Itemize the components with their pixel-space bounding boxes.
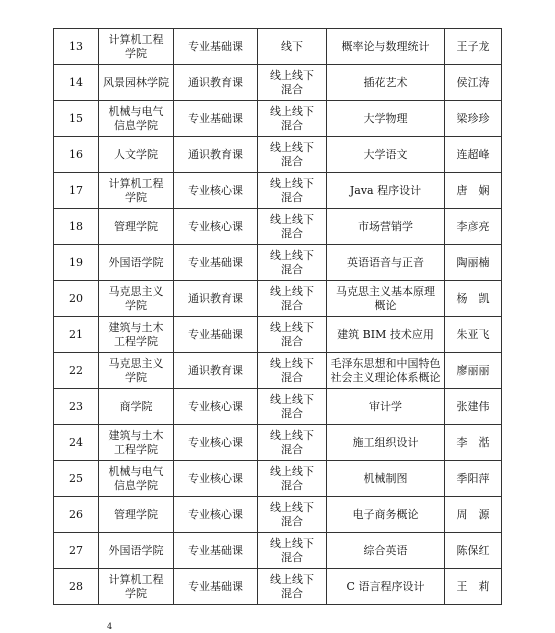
row-number: 24	[54, 425, 99, 461]
course-name-cell: 综合英语	[327, 533, 445, 569]
table-row	[54, 173, 502, 209]
table-row	[54, 281, 502, 317]
table-row	[54, 353, 502, 389]
table-row	[54, 137, 502, 173]
table-row	[54, 461, 502, 497]
course-type-cell: 专业基础课	[174, 101, 258, 137]
course-name-cell: 市场营销学	[327, 209, 445, 245]
teacher-cell: 梁珍珍	[445, 101, 502, 137]
teacher-cell: 王子龙	[445, 29, 502, 65]
college-cell: 建筑与土木 工程学院	[99, 425, 174, 461]
row-number: 14	[54, 65, 99, 101]
course-type-cell: 专业核心课	[174, 173, 258, 209]
college-cell: 马克思主义 学院	[99, 281, 174, 317]
course-name-cell: 马克思主义基本原理 概论	[327, 281, 445, 317]
teacher-cell: 王 莉	[445, 569, 502, 605]
row-number: 22	[54, 353, 99, 389]
row-number: 26	[54, 497, 99, 533]
teacher-cell: 陈保红	[445, 533, 502, 569]
table-row	[54, 533, 502, 569]
college-cell: 马克思主义 学院	[99, 353, 174, 389]
course-type-cell: 专业基础课	[174, 245, 258, 281]
course-type-cell: 通识教育课	[174, 137, 258, 173]
teaching-mode-cell: 线上线下 混合	[258, 389, 327, 425]
teacher-cell: 唐 娴	[445, 173, 502, 209]
teacher-cell: 季阳萍	[445, 461, 502, 497]
table-row	[54, 317, 502, 353]
table-row	[54, 209, 502, 245]
course-name-cell: 概率论与数理统计	[327, 29, 445, 65]
course-name-cell: 电子商务概论	[327, 497, 445, 533]
teaching-mode-cell: 线上线下 混合	[258, 137, 327, 173]
row-number: 18	[54, 209, 99, 245]
course-name-cell: 大学语文	[327, 137, 445, 173]
course-name-cell: 审计学	[327, 389, 445, 425]
course-name-cell: Java 程序设计	[327, 173, 445, 209]
row-number: 27	[54, 533, 99, 569]
college-cell: 外国语学院	[99, 245, 174, 281]
teaching-mode-cell: 线上线下 混合	[258, 497, 327, 533]
teaching-mode-cell: 线上线下 混合	[258, 173, 327, 209]
teacher-cell: 李彦亮	[445, 209, 502, 245]
college-cell: 人文学院	[99, 137, 174, 173]
course-type-cell: 专业核心课	[174, 209, 258, 245]
college-cell: 外国语学院	[99, 533, 174, 569]
course-type-cell: 专业基础课	[174, 533, 258, 569]
teaching-mode-cell: 线上线下 混合	[258, 65, 327, 101]
course-type-cell: 专业基础课	[174, 569, 258, 605]
teaching-mode-cell: 线上线下 混合	[258, 317, 327, 353]
teacher-cell: 侯江涛	[445, 65, 502, 101]
table-row	[54, 101, 502, 137]
teaching-mode-cell: 线上线下 混合	[258, 353, 327, 389]
row-number: 20	[54, 281, 99, 317]
course-type-cell: 专业核心课	[174, 389, 258, 425]
course-type-cell: 通识教育课	[174, 353, 258, 389]
teaching-mode-cell: 线上线下 混合	[258, 245, 327, 281]
college-cell: 风景园林学院	[99, 65, 174, 101]
teacher-cell: 杨 凯	[445, 281, 502, 317]
table-row	[54, 65, 502, 101]
teaching-mode-cell: 线上线下 混合	[258, 209, 327, 245]
course-type-cell: 专业基础课	[174, 317, 258, 353]
course-type-cell: 专业核心课	[174, 497, 258, 533]
course-type-cell: 专业核心课	[174, 425, 258, 461]
course-name-cell: 毛泽东思想和中国特色 社会主义理论体系概论	[327, 353, 445, 389]
teacher-cell: 朱亚飞	[445, 317, 502, 353]
table-row	[54, 425, 502, 461]
teaching-mode-cell: 线上线下 混合	[258, 461, 327, 497]
row-number: 17	[54, 173, 99, 209]
college-cell: 建筑与土木 工程学院	[99, 317, 174, 353]
teaching-mode-cell: 线上线下 混合	[258, 425, 327, 461]
course-table	[53, 28, 502, 605]
college-cell: 机械与电气 信息学院	[99, 461, 174, 497]
course-name-cell: 插花艺术	[327, 65, 445, 101]
teacher-cell: 陶丽楠	[445, 245, 502, 281]
college-cell: 商学院	[99, 389, 174, 425]
course-table-body	[54, 29, 502, 605]
course-name-cell: 大学物理	[327, 101, 445, 137]
course-name-cell: 施工组织设计	[327, 425, 445, 461]
course-type-cell: 通识教育课	[174, 281, 258, 317]
table-row	[54, 569, 502, 605]
college-cell: 管理学院	[99, 209, 174, 245]
row-number: 21	[54, 317, 99, 353]
college-cell: 计算机工程 学院	[99, 173, 174, 209]
row-number: 19	[54, 245, 99, 281]
row-number: 16	[54, 137, 99, 173]
course-name-cell: 英语语音与正音	[327, 245, 445, 281]
college-cell: 管理学院	[99, 497, 174, 533]
table-row	[54, 29, 502, 65]
course-name-cell: 建筑 BIM 技术应用	[327, 317, 445, 353]
teacher-cell: 连超峰	[445, 137, 502, 173]
row-number: 23	[54, 389, 99, 425]
course-name-cell: 机械制图	[327, 461, 445, 497]
teaching-mode-cell: 线上线下 混合	[258, 101, 327, 137]
college-cell: 计算机工程 学院	[99, 569, 174, 605]
row-number: 28	[54, 569, 99, 605]
teacher-cell: 张建伟	[445, 389, 502, 425]
course-name-cell: C 语言程序设计	[327, 569, 445, 605]
row-number: 13	[54, 29, 99, 65]
teaching-mode-cell: 线上线下 混合	[258, 533, 327, 569]
course-type-cell: 通识教育课	[174, 65, 258, 101]
teacher-cell: 周 源	[445, 497, 502, 533]
college-cell: 机械与电气 信息学院	[99, 101, 174, 137]
teacher-cell: 廖丽丽	[445, 353, 502, 389]
teaching-mode-cell: 线下	[258, 29, 327, 65]
table-row	[54, 245, 502, 281]
page-number: 4	[107, 622, 113, 631]
course-type-cell: 专业核心课	[174, 461, 258, 497]
row-number: 15	[54, 101, 99, 137]
row-number: 25	[54, 461, 99, 497]
teaching-mode-cell: 线上线下 混合	[258, 281, 327, 317]
college-cell: 计算机工程 学院	[99, 29, 174, 65]
table-row	[54, 497, 502, 533]
teaching-mode-cell: 线上线下 混合	[258, 569, 327, 605]
teacher-cell: 李 湉	[445, 425, 502, 461]
course-type-cell: 专业基础课	[174, 29, 258, 65]
table-row	[54, 389, 502, 425]
